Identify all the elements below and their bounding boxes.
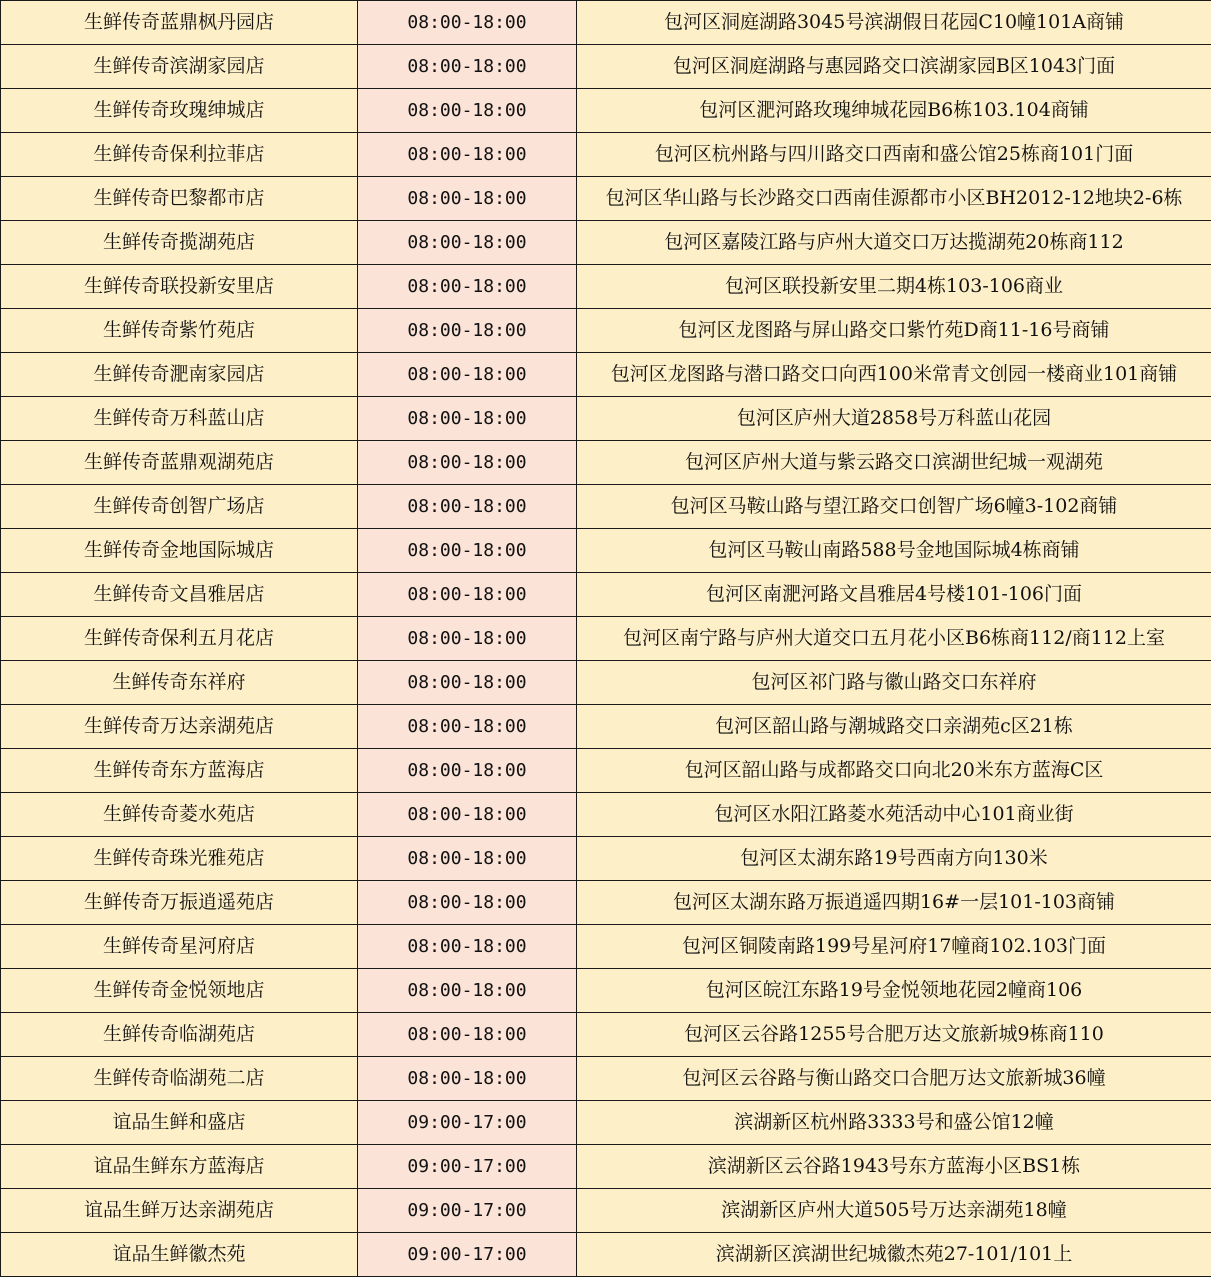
table-row — [1, 45, 1211, 89]
business-hours-cell: 08:00-18:00 — [358, 353, 577, 397]
table-row — [1, 573, 1211, 617]
store-name-cell: 生鲜传奇蓝鼎枫丹园店 — [1, 1, 358, 45]
table-row — [1, 925, 1211, 969]
address-cell: 包河区南宁路与庐州大道交口五月花小区B6栋商112/商112上室 — [577, 617, 1211, 661]
table-row — [1, 881, 1211, 925]
table-row — [1, 969, 1211, 1013]
address-cell: 滨湖新区云谷路1943号东方蓝海小区BS1栋 — [577, 1145, 1211, 1189]
business-hours-cell: 08:00-18:00 — [358, 485, 577, 529]
business-hours-cell: 08:00-18:00 — [358, 1057, 577, 1101]
address-cell: 包河区云谷路1255号合肥万达文旅新城9栋商110 — [577, 1013, 1211, 1057]
address-cell: 包河区龙图路与屏山路交口紫竹苑D商11-16号商铺 — [577, 309, 1211, 353]
business-hours-cell: 08:00-18:00 — [358, 969, 577, 1013]
address-cell: 包河区太湖东路万振逍遥四期16#一层101-103商铺 — [577, 881, 1211, 925]
store-name-cell: 生鲜传奇保利五月花店 — [1, 617, 358, 661]
address-cell: 包河区马鞍山南路588号金地国际城4栋商铺 — [577, 529, 1211, 573]
store-name-cell: 谊品生鲜东方蓝海店 — [1, 1145, 358, 1189]
store-name-cell: 生鲜传奇金悦领地店 — [1, 969, 358, 1013]
store-name-cell: 谊品生鲜和盛店 — [1, 1101, 358, 1145]
address-cell: 包河区龙图路与潜口路交口向西100米常青文创园一楼商业101商铺 — [577, 353, 1211, 397]
business-hours-cell: 08:00-18:00 — [358, 397, 577, 441]
business-hours-cell: 08:00-18:00 — [358, 573, 577, 617]
business-hours-cell: 08:00-18:00 — [358, 45, 577, 89]
address-cell: 包河区韶山路与潮城路交口亲湖苑c区21栋 — [577, 705, 1211, 749]
address-cell: 包河区洞庭湖路3045号滨湖假日花园C10幢101A商铺 — [577, 1, 1211, 45]
address-cell: 包河区韶山路与成都路交口向北20米东方蓝海C区 — [577, 749, 1211, 793]
business-hours-cell: 08:00-18:00 — [358, 221, 577, 265]
store-name-cell: 生鲜传奇万达亲湖苑店 — [1, 705, 358, 749]
store-name-cell: 生鲜传奇星河府店 — [1, 925, 358, 969]
address-cell: 滨湖新区庐州大道505号万达亲湖苑18幢 — [577, 1189, 1211, 1233]
address-cell: 包河区庐州大道2858号万科蓝山花园 — [577, 397, 1211, 441]
address-cell: 包河区南淝河路文昌雅居4号楼101-106门面 — [577, 573, 1211, 617]
store-name-cell: 生鲜传奇临湖苑二店 — [1, 1057, 358, 1101]
store-name-cell: 生鲜传奇巴黎都市店 — [1, 177, 358, 221]
store-name-cell: 生鲜传奇滨湖家园店 — [1, 45, 358, 89]
business-hours-cell: 08:00-18:00 — [358, 837, 577, 881]
table-row — [1, 133, 1211, 177]
business-hours-cell: 08:00-18:00 — [358, 617, 577, 661]
store-name-cell: 生鲜传奇万科蓝山店 — [1, 397, 358, 441]
business-hours-cell: 08:00-18:00 — [358, 133, 577, 177]
table-row — [1, 89, 1211, 133]
table-row — [1, 221, 1211, 265]
business-hours-cell: 08:00-18:00 — [358, 265, 577, 309]
table-row — [1, 265, 1211, 309]
store-name-cell: 谊品生鲜万达亲湖苑店 — [1, 1189, 358, 1233]
store-name-cell: 生鲜传奇东祥府 — [1, 661, 358, 705]
business-hours-cell: 08:00-18:00 — [358, 661, 577, 705]
table-row — [1, 529, 1211, 573]
table-row — [1, 1145, 1211, 1189]
table-row — [1, 793, 1211, 837]
business-hours-cell: 09:00-17:00 — [358, 1101, 577, 1145]
table-row — [1, 1013, 1211, 1057]
address-cell: 包河区马鞍山路与望江路交口创智广场6幢3-102商铺 — [577, 485, 1211, 529]
business-hours-cell: 08:00-18:00 — [358, 1013, 577, 1057]
address-cell: 包河区联投新安里二期4栋103-106商业 — [577, 265, 1211, 309]
store-name-cell: 生鲜传奇联投新安里店 — [1, 265, 358, 309]
address-cell: 包河区云谷路与衡山路交口合肥万达文旅新城36幢 — [577, 1057, 1211, 1101]
business-hours-cell: 09:00-17:00 — [358, 1189, 577, 1233]
table-row — [1, 177, 1211, 221]
store-name-cell: 生鲜传奇菱水苑店 — [1, 793, 358, 837]
business-hours-cell: 08:00-18:00 — [358, 1, 577, 45]
address-cell: 包河区华山路与长沙路交口西南佳源都市小区BH2012-12地块2-6栋 — [577, 177, 1211, 221]
business-hours-cell: 08:00-18:00 — [358, 89, 577, 133]
table-row — [1, 309, 1211, 353]
table-row — [1, 1189, 1211, 1233]
store-name-cell: 生鲜传奇文昌雅居店 — [1, 573, 358, 617]
store-name-cell: 生鲜传奇玫瑰绅城店 — [1, 89, 358, 133]
store-name-cell: 生鲜传奇万振逍遥苑店 — [1, 881, 358, 925]
business-hours-cell: 08:00-18:00 — [358, 441, 577, 485]
table-row — [1, 1233, 1211, 1277]
store-table-body — [1, 1, 1211, 1277]
business-hours-cell: 08:00-18:00 — [358, 705, 577, 749]
store-name-cell: 生鲜传奇金地国际城店 — [1, 529, 358, 573]
table-row — [1, 1057, 1211, 1101]
address-cell: 滨湖新区滨湖世纪城徽杰苑27-101/101上 — [577, 1233, 1211, 1277]
table-row — [1, 441, 1211, 485]
table-row — [1, 397, 1211, 441]
business-hours-cell: 08:00-18:00 — [358, 177, 577, 221]
address-cell: 滨湖新区杭州路3333号和盛公馆12幢 — [577, 1101, 1211, 1145]
store-name-cell: 生鲜传奇保利拉菲店 — [1, 133, 358, 177]
business-hours-cell: 08:00-18:00 — [358, 749, 577, 793]
store-name-cell: 生鲜传奇紫竹苑店 — [1, 309, 358, 353]
table-row — [1, 661, 1211, 705]
address-cell: 包河区淝河路玫瑰绅城花园B6栋103.104商铺 — [577, 89, 1211, 133]
address-cell: 包河区皖江东路19号金悦领地花园2幢商106 — [577, 969, 1211, 1013]
table-row — [1, 705, 1211, 749]
address-cell: 包河区洞庭湖路与惠园路交口滨湖家园B区1043门面 — [577, 45, 1211, 89]
address-cell: 包河区杭州路与四川路交口西南和盛公馆25栋商101门面 — [577, 133, 1211, 177]
table-row — [1, 485, 1211, 529]
address-cell: 包河区水阳江路菱水苑活动中心101商业街 — [577, 793, 1211, 837]
table-row — [1, 353, 1211, 397]
table-row — [1, 749, 1211, 793]
store-name-cell: 生鲜传奇蓝鼎观湖苑店 — [1, 441, 358, 485]
store-name-cell: 生鲜传奇淝南家园店 — [1, 353, 358, 397]
business-hours-cell: 08:00-18:00 — [358, 793, 577, 837]
business-hours-cell: 08:00-18:00 — [358, 529, 577, 573]
business-hours-cell: 08:00-18:00 — [358, 881, 577, 925]
store-name-cell: 生鲜传奇珠光雅苑店 — [1, 837, 358, 881]
table-row — [1, 617, 1211, 661]
store-name-cell: 谊品生鲜徽杰苑 — [1, 1233, 358, 1277]
address-cell: 包河区庐州大道与紫云路交口滨湖世纪城一观湖苑 — [577, 441, 1211, 485]
business-hours-cell: 08:00-18:00 — [358, 925, 577, 969]
store-name-cell: 生鲜传奇东方蓝海店 — [1, 749, 358, 793]
table-row — [1, 837, 1211, 881]
address-cell: 包河区铜陵南路199号星河府17幢商102.103门面 — [577, 925, 1211, 969]
store-name-cell: 生鲜传奇临湖苑店 — [1, 1013, 358, 1057]
table-row — [1, 1, 1211, 45]
business-hours-cell: 08:00-18:00 — [358, 309, 577, 353]
store-name-cell: 生鲜传奇创智广场店 — [1, 485, 358, 529]
address-cell: 包河区太湖东路19号西南方向130米 — [577, 837, 1211, 881]
address-cell: 包河区嘉陵江路与庐州大道交口万达揽湖苑20栋商112 — [577, 221, 1211, 265]
table-row — [1, 1101, 1211, 1145]
business-hours-cell: 09:00-17:00 — [358, 1233, 577, 1277]
store-name-cell: 生鲜传奇揽湖苑店 — [1, 221, 358, 265]
address-cell: 包河区祁门路与徽山路交口东祥府 — [577, 661, 1211, 705]
business-hours-cell: 09:00-17:00 — [358, 1145, 577, 1189]
